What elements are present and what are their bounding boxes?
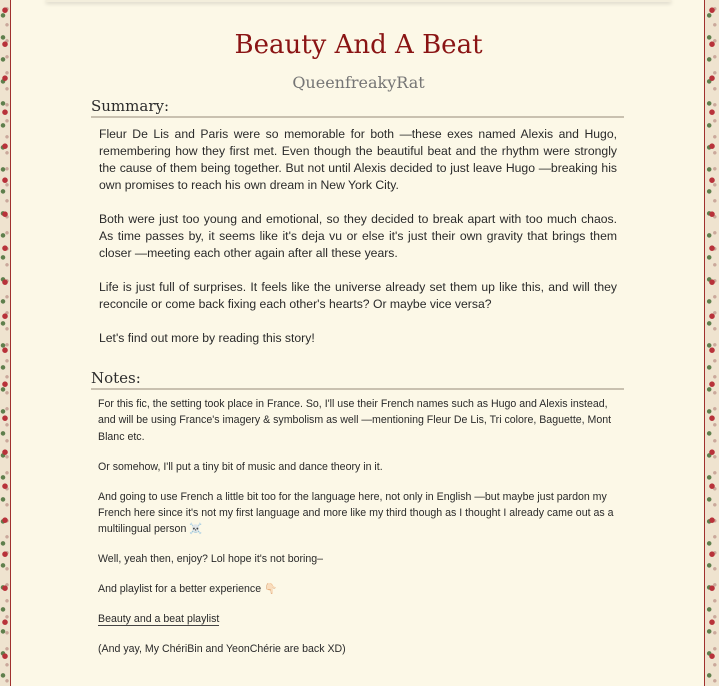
notes-paragraph: Or somehow, I'll put a tiny bit of music and dance theory in it. <box>98 460 383 473</box>
notes-paragraph: For this fic, the setting took place in France. So, I'll use their French names such as Hugo and Alexis instead, and will be using France's imagery & symbolism as well —mentioning Fleur De Lis, Tri colore, Baguette, Mont Blanc etc. <box>98 398 612 443</box>
notes-heading: Notes: <box>91 369 624 390</box>
work-title: Beauty And A Beat <box>234 30 483 60</box>
summary-paragraph: Life is just full of surprises. It feels like the universe already set them up like this, and will they reconcile or come back fixing each other's hearts? Or maybe vice versa? <box>99 280 617 311</box>
summary-paragraph: Let's find out more by reading this story! <box>99 331 315 345</box>
playlist-link-row <box>98 611 621 627</box>
work-page <box>10 0 705 686</box>
notes-paragraph: And playlist for a better experience 👇🏻 <box>98 583 278 596</box>
summary-heading: Summary: <box>91 97 624 118</box>
summary-paragraph: Both were just too young and emotional, so they decided to break apart with too much chaos. As time passes by, it seems like it's deja vu or else it's just their own gravity that brings them closer —meeting each other again after all these years. <box>99 212 617 260</box>
summary-paragraph: Fleur De Lis and Paris were so memorable for both —these exes named Alexis and Hugo, remembering how they first met. Even though the beautiful beat and the rhythm were strongly the cause of them being together. But not until Alexis decided to just leave Hugo —breaking his own promises to reach his own dream in New York City. <box>99 127 617 192</box>
notes-paragraph: Well, yeah then, enjoy? Lol hope it's not boring– <box>98 553 324 566</box>
playlist-link[interactable]: Beauty and a beat playlist <box>98 613 220 626</box>
summary-text <box>99 126 617 364</box>
notes-text <box>98 396 621 671</box>
top-bar <box>46 0 671 2</box>
notes-closing: (And yay, My ChériBin and YeonChérie are back XD) <box>98 643 346 656</box>
author-link[interactable]: QueenfreakyRat <box>292 73 425 92</box>
floral-wallpaper-right <box>705 0 719 686</box>
floral-wallpaper-left <box>0 0 10 686</box>
notes-paragraph: And going to use French a little bit too for the language here, not only in English —but maybe just pardon my French here since it's not my first language and more like my third though as I thought I already came out as a multilingual person ☠️ <box>98 490 614 536</box>
